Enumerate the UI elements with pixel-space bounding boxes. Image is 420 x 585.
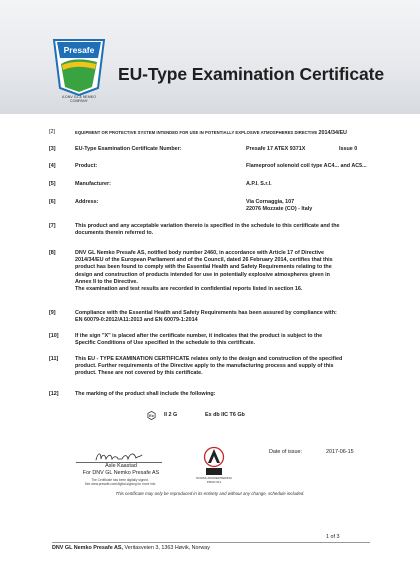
standards-statement [75,310,383,324]
text-line: design and construction of products intended for use in potentially explosive atmospheres given in [75,271,330,278]
manufacturer-label: Manufacturer: [75,181,111,187]
standards-list: EN 60079-0:2012/A11:2013 and EN 60079-1:2014 [75,317,198,324]
section-number: [4] [49,163,56,169]
digital-signature-line-1: The Certificate has been digitally signed. [91,478,149,482]
text-line: This product and any acceptable variation thereto is specified in the schedule to this certificate and the [75,223,340,229]
accreditation-caption-line-2: PROD 011 [206,479,222,484]
footer-divider [52,542,370,543]
text-line: The examination and test results are recorded in confidential reports listed in section 16. [75,286,303,293]
scope-statement [75,356,383,378]
accreditation-caption-line-1: NORSK AKKREDITERING [196,476,232,480]
marking-statement: The marking of the product shall include the following: [75,391,216,397]
section-number: [5] [49,181,56,187]
directive-statement [75,129,383,137]
text-line: product. These are not covered by this certificate. [75,370,203,377]
signatory-block [80,463,162,477]
text-line: If the sign "X" is placed after the certificate number, it indicates that the product is subject to the [75,333,323,339]
logo-tagline [44,95,114,103]
section-number: [8] [49,250,56,256]
footer-address [52,545,210,551]
section-number: [11] [49,356,59,362]
section-number: [6] [49,199,56,205]
text-line: product has been found to comply with the Essential Health and Safety Requirements relating to the [75,264,332,271]
special-conditions-statement [75,333,383,347]
equipment-group: II 2 G [164,412,178,418]
certificate-number-value: Presafe 17 ATEX 9371X [246,146,306,152]
issue-date-label: Date of issue: [269,449,302,455]
section-number: [7] [49,223,56,229]
footer-street: Veritasveien 3, 1363 Høvik, Norway [123,545,210,551]
ex-symbol-text: Ex [149,414,154,419]
product-label: Product: [75,163,98,169]
text-line: DNV GL Nemko Presafe AS, notified body number 2460, in accordance with Article 17 of Directive [75,250,325,256]
page-title: EU-Type Examination Certificate [118,64,384,84]
digital-signature-note [70,478,170,486]
section-number: [3] [49,146,56,152]
presafe-logo-icon [52,38,106,96]
directive-caption: EQUIPMENT OR PROTECTIVE SYSTEM INTENDED FOR USE IN POTENTIALLY EXPLOSIVE ATMOSPHERES DIRECTIVE [75,130,319,135]
signatory-name: Asle Kaastad [105,463,137,469]
page-number: 1 of 3 [326,534,340,540]
section-number: [10] [49,333,59,339]
ex-hexagon-icon [147,411,156,420]
logo-tagline-line1: A DNV GL & NEMKO [61,95,96,99]
address-value [246,199,312,213]
address-line-2: 22076 Mozzate (CO) - Italy [246,206,313,213]
address-label: Address: [75,199,99,205]
schedule-statement [75,223,383,237]
section-number: [12] [49,391,59,397]
certificate-number-label: EU-Type Examination Certificate Number: [75,146,182,152]
signatory-organization: For DNV GL Nemko Presafe AS [82,470,160,476]
logo-wordmark: Presafe [63,45,95,55]
manufacturer-value: A.P.I. S.r.l. [246,181,272,187]
section-number: [9] [49,310,56,316]
issue-number: Issue 0 [339,146,358,152]
protection-code: Ex db IIC T6 Gb [205,412,245,418]
issue-date-value: 2017-06-15 [326,449,354,455]
address-line-1: Via Cornaggia, 107 [246,199,295,205]
accreditation-badge-icon [203,446,225,476]
digital-signature-line-2: See www.presafe.com/digital-signing for more info [84,482,156,486]
directive-number: 2014/34/EU [318,130,347,136]
text-line: Specific Conditions of Use specified in the schedule to this certificate. [75,340,256,347]
text-line: 2014/34/EU of the European Parliament and of the Council, dated 26 February 2014, certifies that this [75,257,333,264]
section-number: [2] [49,129,55,135]
product-value: Flameproof solenoid coil type AC4... and AC5... [246,163,367,169]
footer-company: DNV GL Nemko Presafe AS, [52,545,124,551]
certificate-header [0,0,420,114]
accreditation-caption [196,477,232,484]
logo-tagline-line2: COMPANY [70,99,88,104]
reproduction-notice: This certificate may only be reproduced in its entirety and without any change, schedule included. [115,491,305,496]
text-line: This EU - TYPE EXAMINATION CERTIFICATE relates only to the design and construction of the specified [75,356,343,362]
text-line: product. Further requirements of the Directive apply to the manufacturing process and supply of this [75,363,334,370]
text-line: Compliance with the Essential Health and Safety Requirements has been assured by compliance with: [75,310,337,316]
certification-statement [75,250,383,293]
text-line: documents therein referred to. [75,230,154,237]
text-line: Annex II to the Directive. [75,278,138,285]
